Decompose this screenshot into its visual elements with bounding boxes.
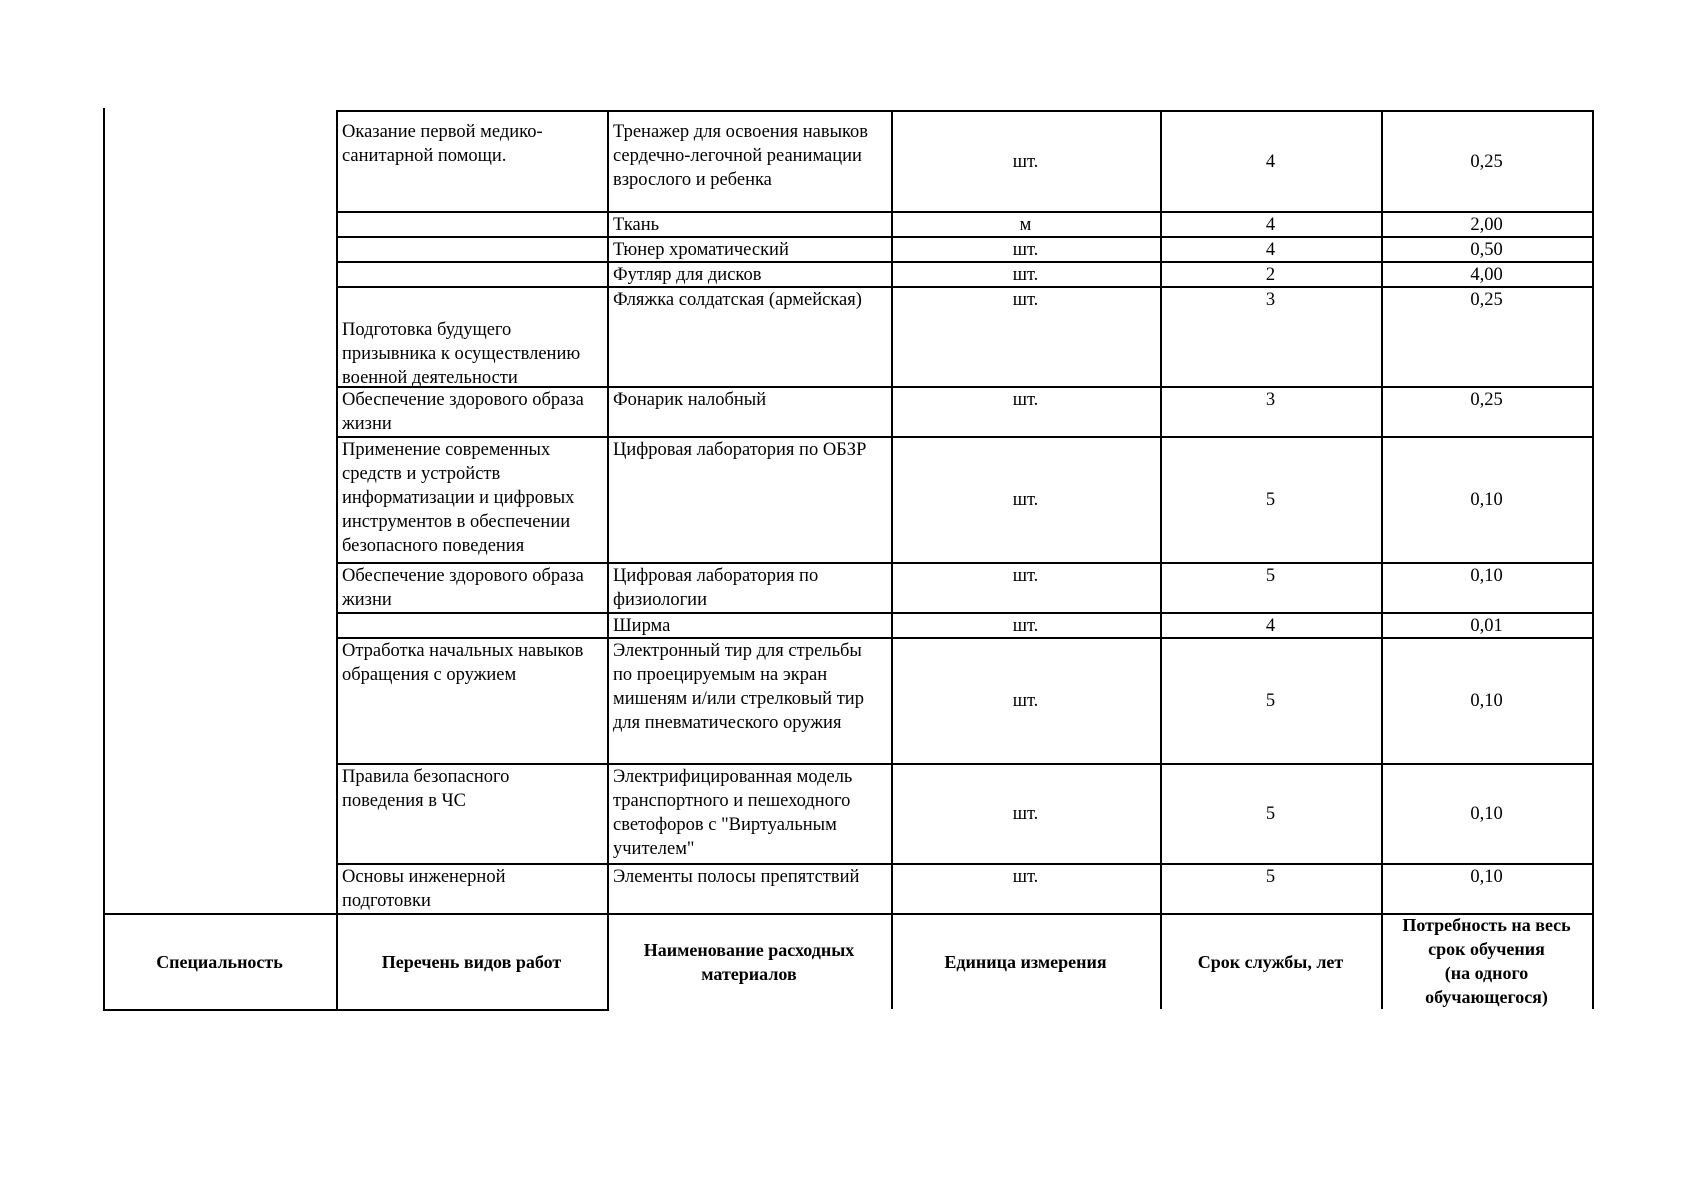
header-need: Потребность на весь срок обучения (на одного обучающегося): [1402, 915, 1571, 1007]
cell-material-name: Электронный тир для стрельбы по проецируемым на экран мишеням и/или стрелковый тир для пневматического оружия: [613, 641, 864, 733]
cell-work-type: Обеспечение здорового образа жизни: [342, 566, 584, 610]
cell-unit: м: [1019, 215, 1032, 235]
cell-work-type: Оказание первой медико- санитарной помощи.: [342, 122, 543, 166]
table-h-line: [103, 1009, 609, 1011]
cell-work-type: Отработка начальных навыков обращения с оружием: [342, 641, 584, 685]
cell-service-life: 5: [1265, 566, 1276, 586]
cell-service-life: 4: [1265, 616, 1276, 636]
cell-work-type: Правила безопасного поведения в ЧС: [342, 767, 510, 811]
cell-material-name: Тюнер хроматический: [613, 240, 789, 260]
cell-service-life: 5: [1265, 804, 1276, 824]
cell-work-type: [338, 614, 605, 637]
header-service-life: Срок службы, лет: [1197, 952, 1344, 972]
cell-service-life: 5: [1265, 490, 1276, 510]
cell-material-name: Тренажер для освоения навыков сердечно-легочной реанимации взрослого и ребенка: [613, 122, 869, 190]
cell-material-name: Элементы полосы препятствий: [613, 867, 860, 887]
cell-need: 2,00: [1470, 215, 1503, 235]
cell-unit: шт.: [1012, 290, 1039, 310]
cell-unit: шт.: [1012, 616, 1039, 636]
cell-material-name: Ширма: [613, 616, 671, 636]
cell-unit: шт.: [1012, 804, 1039, 824]
cell-service-life: 3: [1265, 290, 1276, 310]
cell-need: 0,10: [1470, 867, 1503, 887]
cell-need: 0,10: [1470, 691, 1503, 711]
cell-service-life: 4: [1265, 215, 1276, 235]
cell-need: 4,00: [1470, 265, 1503, 285]
cell-work-type: [338, 238, 605, 261]
cell-need: 0,25: [1470, 290, 1503, 310]
cell-need: 0,01: [1470, 616, 1503, 636]
cell-work-type: [338, 213, 605, 236]
table-v-line: [1592, 110, 1594, 1009]
table-v-line: [103, 108, 105, 1011]
cell-material-name: Фонарик налобный: [613, 390, 767, 410]
cell-need: 0,10: [1470, 566, 1503, 586]
cell-service-life: 5: [1265, 691, 1276, 711]
header-works-list: Перечень видов работ: [381, 952, 562, 972]
cell-material-name: Фляжка солдатская (армейская): [613, 290, 862, 310]
cell-need: 0,25: [1470, 390, 1503, 410]
cell-material-name: Ткань: [613, 215, 660, 235]
header-materials: Наименование расходных материалов: [643, 940, 855, 984]
cell-material-name: Цифровая лаборатория по ОБЗР: [613, 440, 867, 460]
cell-work-type: Подготовка будущего призывника к осуществлению военной деятельности: [342, 320, 581, 386]
cell-unit: шт.: [1012, 867, 1039, 887]
cell-unit: шт.: [1012, 691, 1039, 711]
cell-material-name: Футляр для дисков: [613, 265, 762, 285]
cell-need: 0,25: [1470, 151, 1503, 172]
cell-unit: шт.: [1012, 390, 1039, 410]
header-unit: Единица измерения: [944, 952, 1107, 972]
cell-service-life: 4: [1265, 240, 1276, 260]
cell-service-life: 2: [1265, 265, 1276, 285]
cell-unit: шт.: [1012, 265, 1039, 285]
cell-work-type: Обеспечение здорового образа жизни: [342, 390, 584, 434]
cell-service-life: 4: [1265, 151, 1276, 172]
cell-material-name: Электрифицированная модель транспортного и пешеходного светофоров с "Виртуальным учителем": [613, 767, 853, 859]
cell-need: 0,10: [1470, 490, 1503, 510]
cell-need: 0,10: [1470, 804, 1503, 824]
cell-work-type: Основы инженерной подготовки: [342, 867, 506, 911]
cell-work-type: [338, 263, 605, 286]
cell-unit: шт.: [1012, 566, 1039, 586]
cell-need: 0,50: [1470, 240, 1503, 260]
cell-unit: шт.: [1012, 240, 1039, 260]
cell-service-life: 5: [1265, 867, 1276, 887]
cell-work-type: Применение современных средств и устройств информатизации и цифровых инструментов в обеспечении безопасного поведения: [342, 440, 575, 556]
cell-service-life: 3: [1265, 390, 1276, 410]
header-specialty: Специальность: [156, 952, 283, 972]
cell-unit: шт.: [1012, 490, 1039, 510]
cell-unit: шт.: [1012, 151, 1039, 172]
cell-material-name: Цифровая лаборатория по физиологии: [613, 566, 819, 610]
